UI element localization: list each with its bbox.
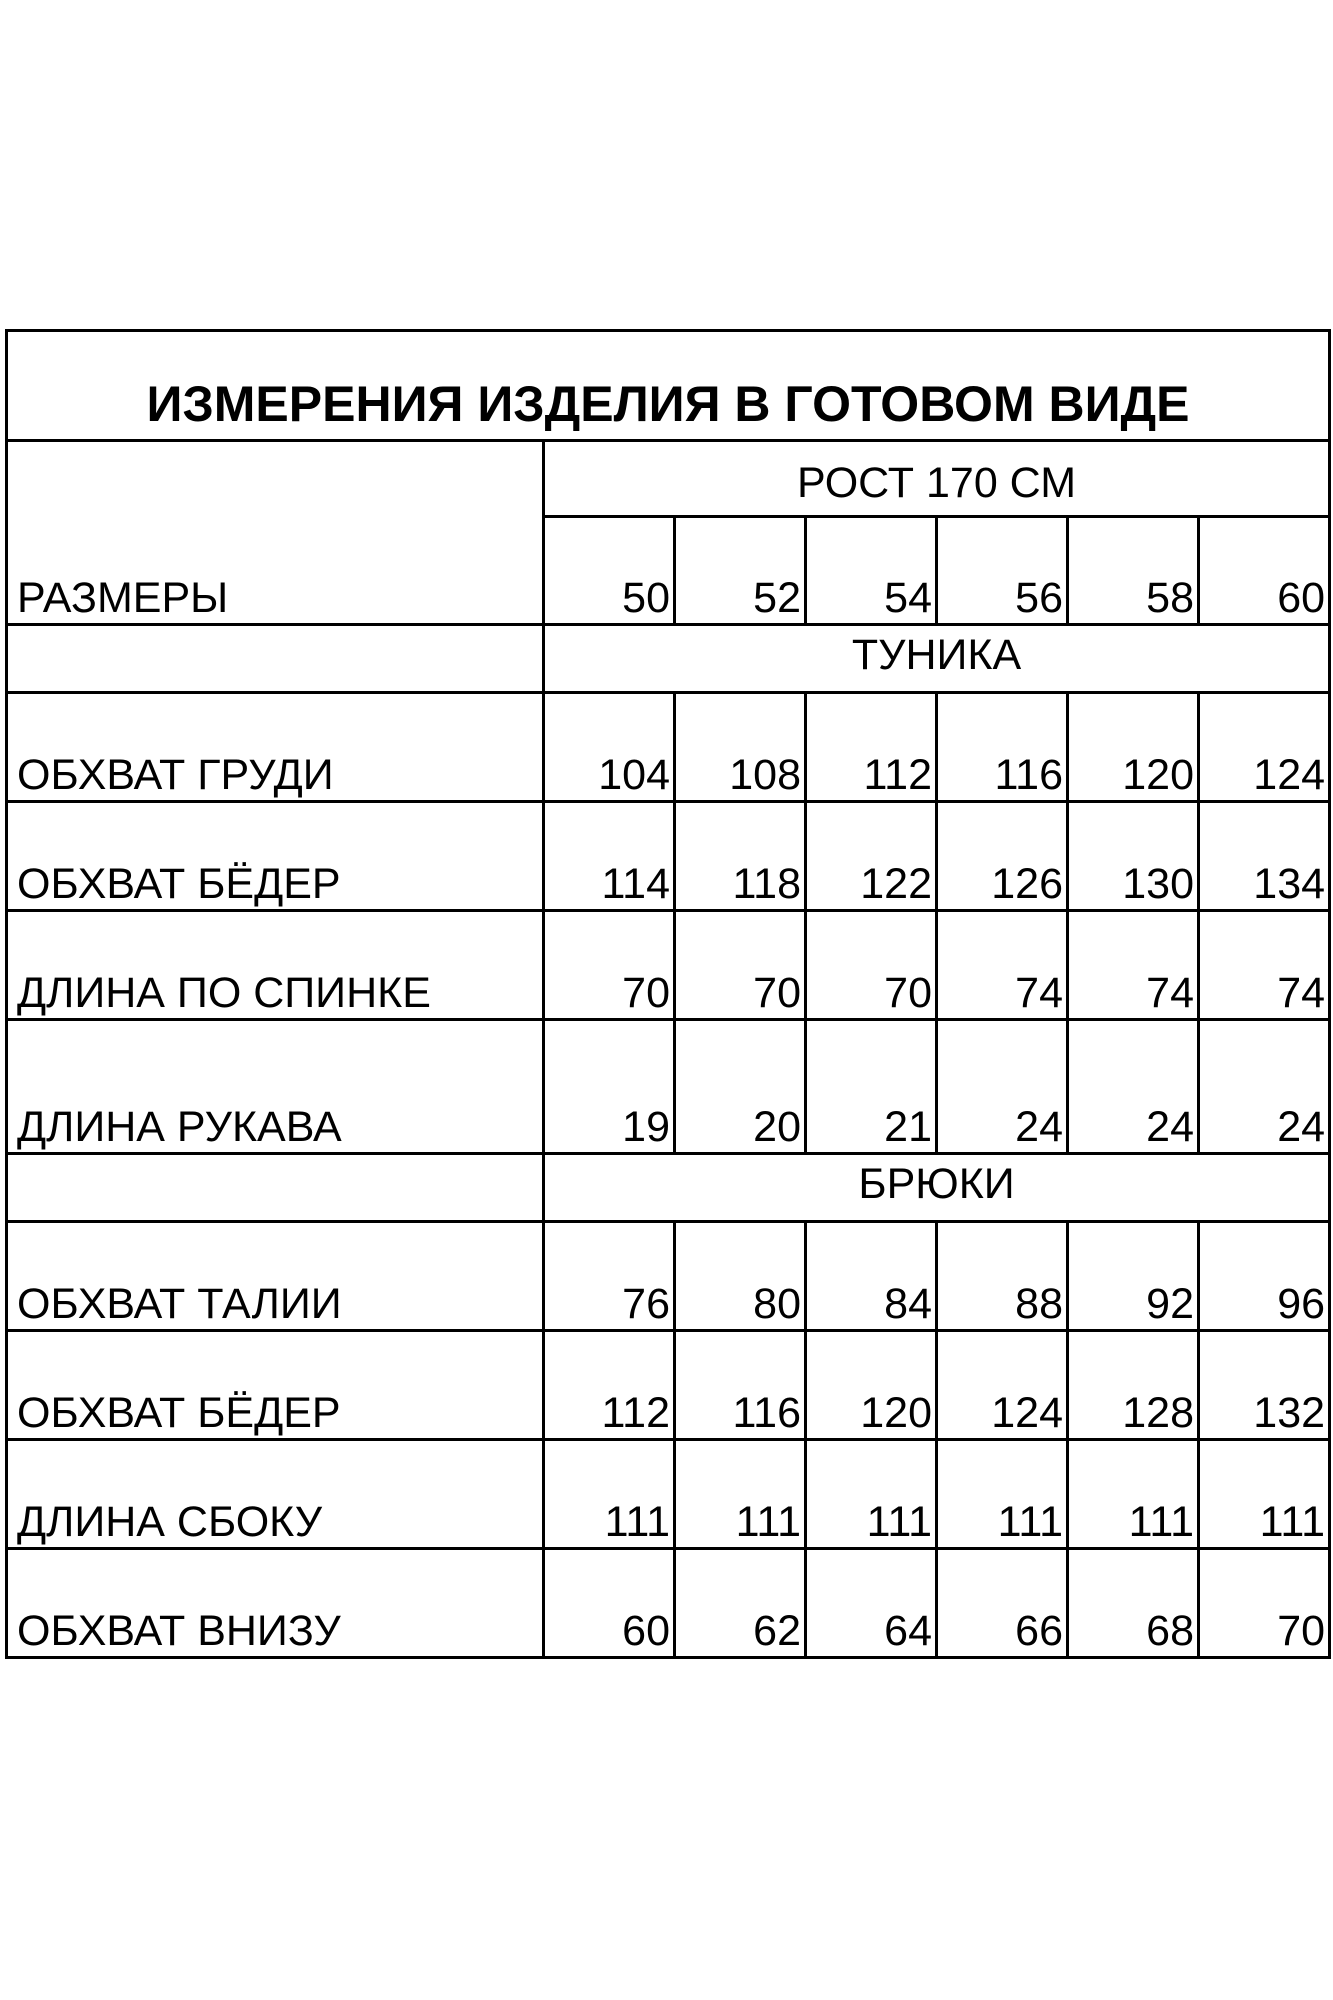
measurement-value: 120 — [1068, 693, 1199, 802]
measurement-value: 128 — [1068, 1331, 1199, 1440]
measurement-value: 84 — [806, 1222, 937, 1331]
measurement-value: 76 — [544, 1222, 675, 1331]
measurement-value: 108 — [675, 693, 806, 802]
measurement-value: 80 — [675, 1222, 806, 1331]
section-title: ТУНИКА — [544, 625, 1330, 693]
measurement-row — [7, 1440, 1330, 1549]
measurement-label: ОБХВАТ БЁДЕР — [7, 1331, 544, 1440]
measurement-label: ОБХВАТ ВНИЗУ — [7, 1549, 544, 1658]
measurement-value: 88 — [937, 1222, 1068, 1331]
measurement-value: 70 — [1199, 1549, 1330, 1658]
section-header-row — [7, 1154, 1330, 1222]
measurement-row — [7, 1222, 1330, 1331]
measurement-value: 112 — [544, 1331, 675, 1440]
measurement-value: 24 — [1068, 1020, 1199, 1154]
measurement-value: 64 — [806, 1549, 937, 1658]
measurement-value: 120 — [806, 1331, 937, 1440]
title-row — [7, 331, 1330, 441]
section-blank-cell — [7, 625, 544, 693]
measurement-row — [7, 693, 1330, 802]
measurement-value: 60 — [544, 1549, 675, 1658]
measurement-value: 68 — [1068, 1549, 1199, 1658]
section-header-row — [7, 625, 1330, 693]
measurement-value: 111 — [544, 1440, 675, 1549]
table-title: ИЗМЕРЕНИЯ ИЗДЕЛИЯ В ГОТОВОМ ВИДЕ — [7, 331, 1330, 441]
measurement-value: 126 — [937, 802, 1068, 911]
size-table — [5, 329, 1331, 1659]
measurement-label: ОБХВАТ ТАЛИИ — [7, 1222, 544, 1331]
measurement-value: 66 — [937, 1549, 1068, 1658]
measurement-label: ОБХВАТ ГРУДИ — [7, 693, 544, 802]
measurement-value: 112 — [806, 693, 937, 802]
measurement-value: 130 — [1068, 802, 1199, 911]
measurement-label: ДЛИНА СБОКУ — [7, 1440, 544, 1549]
measurement-row — [7, 1020, 1330, 1154]
measurement-value: 111 — [675, 1440, 806, 1549]
measurement-value: 70 — [544, 911, 675, 1020]
size-cell: 54 — [806, 517, 937, 625]
measurement-value: 19 — [544, 1020, 675, 1154]
measurement-value: 24 — [937, 1020, 1068, 1154]
measurement-value: 104 — [544, 693, 675, 802]
sizes-label: РАЗМЕРЫ — [7, 441, 544, 625]
measurement-row — [7, 802, 1330, 911]
measurement-row — [7, 1549, 1330, 1658]
section-blank-cell — [7, 1154, 544, 1222]
measurement-value: 111 — [937, 1440, 1068, 1549]
measurement-value: 118 — [675, 802, 806, 911]
height-row — [7, 441, 1330, 517]
measurement-label: ОБХВАТ БЁДЕР — [7, 802, 544, 911]
measurement-value: 62 — [675, 1549, 806, 1658]
measurement-value: 122 — [806, 802, 937, 911]
size-cell: 58 — [1068, 517, 1199, 625]
measurement-value: 24 — [1199, 1020, 1330, 1154]
size-cell: 52 — [675, 517, 806, 625]
measurement-value: 74 — [1068, 911, 1199, 1020]
measurement-value: 70 — [806, 911, 937, 1020]
measurement-row — [7, 1331, 1330, 1440]
measurement-value: 124 — [1199, 693, 1330, 802]
measurement-value: 124 — [937, 1331, 1068, 1440]
measurement-value: 96 — [1199, 1222, 1330, 1331]
measurement-label: ДЛИНА ПО СПИНКЕ — [7, 911, 544, 1020]
measurement-label: ДЛИНА РУКАВА — [7, 1020, 544, 1154]
measurement-value: 74 — [1199, 911, 1330, 1020]
measurement-value: 132 — [1199, 1331, 1330, 1440]
measurement-value: 116 — [937, 693, 1068, 802]
measurement-row — [7, 911, 1330, 1020]
section-title: БРЮКИ — [544, 1154, 1330, 1222]
measurement-value: 20 — [675, 1020, 806, 1154]
size-cell: 60 — [1199, 517, 1330, 625]
height-label: РОСТ 170 СМ — [544, 441, 1330, 517]
measurement-value: 134 — [1199, 802, 1330, 911]
measurement-value: 116 — [675, 1331, 806, 1440]
measurement-value: 74 — [937, 911, 1068, 1020]
size-cell: 56 — [937, 517, 1068, 625]
measurement-value: 114 — [544, 802, 675, 911]
measurement-value: 21 — [806, 1020, 937, 1154]
measurement-value: 70 — [675, 911, 806, 1020]
size-cell: 50 — [544, 517, 675, 625]
measurement-value: 92 — [1068, 1222, 1199, 1331]
measurement-value: 111 — [1068, 1440, 1199, 1549]
measurement-value: 111 — [806, 1440, 937, 1549]
measurement-value: 111 — [1199, 1440, 1330, 1549]
